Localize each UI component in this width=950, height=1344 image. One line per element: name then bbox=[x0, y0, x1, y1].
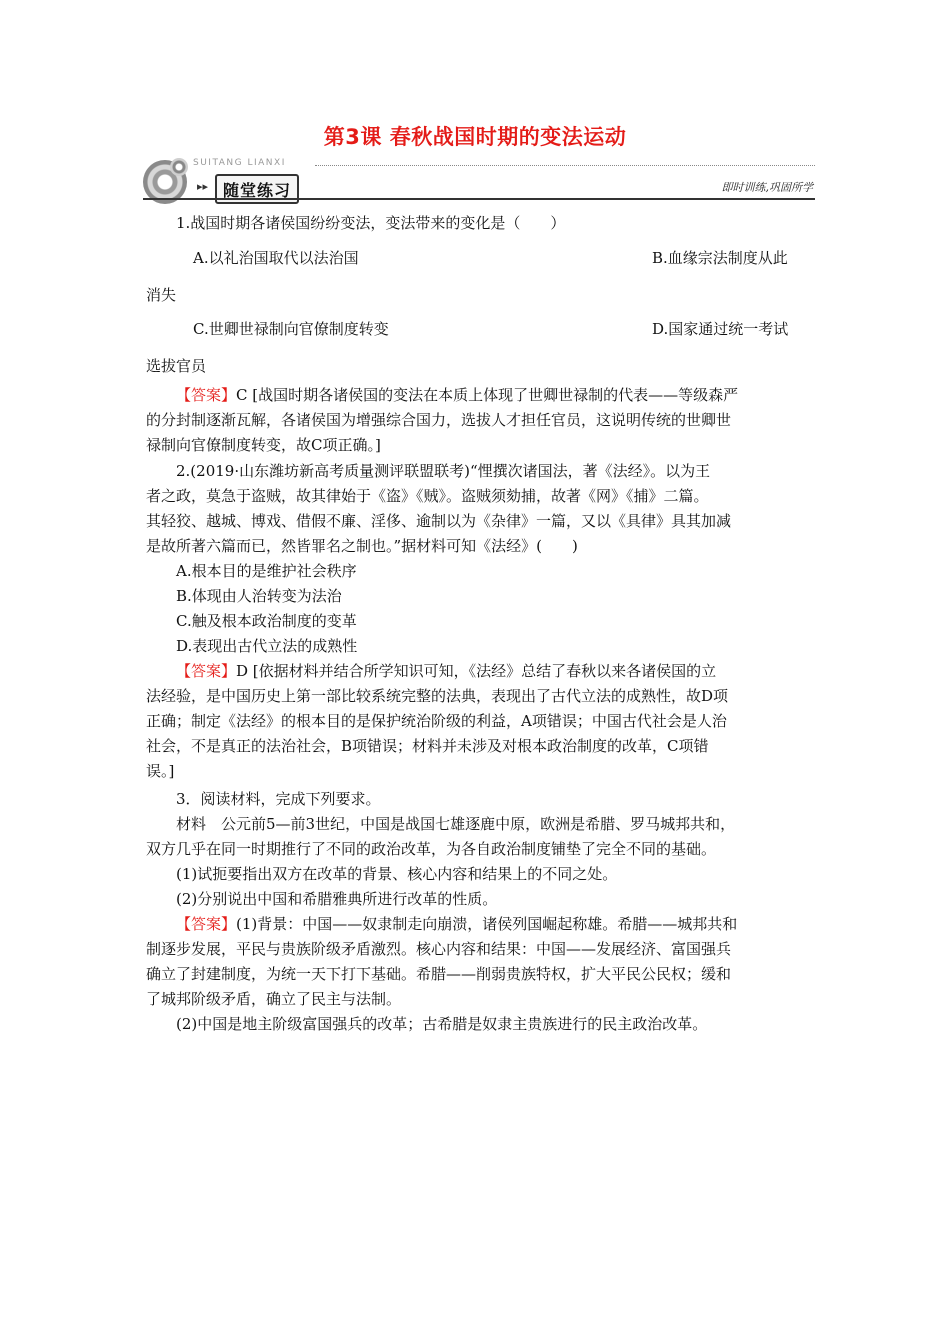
answer-tag: 【答案】 bbox=[176, 662, 237, 680]
q2-answer-line4: 社会，不是真正的法治社会，B项错误；材料并未涉及对根本政治制度的改革，C项错 bbox=[146, 737, 709, 755]
q1-answer-line3: 禄制向官僚制度转变，故C项正确。] bbox=[146, 436, 381, 454]
banner-arrows-icon: ▸▸ bbox=[197, 180, 209, 193]
q2-option-c: C.触及根本政治制度的变革 bbox=[176, 612, 357, 630]
q2-answer-line5: 误。] bbox=[146, 762, 175, 780]
q3-answer-line4: 了城邦阶级矛盾，确立了民主与法制。 bbox=[146, 990, 402, 1008]
answer-tag: 【答案】 bbox=[176, 915, 237, 933]
section-banner bbox=[143, 154, 815, 206]
banner-pinyin: SUITANG LIANXI bbox=[193, 158, 286, 168]
page-title: 第3课 春秋战国时期的变法运动 bbox=[323, 125, 627, 149]
q2-stem-line1: 2.(2019·山东潍坊新高考质量测评联盟联考)“悝撰次诸国法，著《法经》。以为王 bbox=[176, 462, 711, 480]
q2-answer-line1: D [依据材料并结合所学知识可知，《法经》总结了春秋以来各诸侯国的立 bbox=[236, 662, 717, 680]
q3-stem: 3．阅读材料，完成下列要求。 bbox=[176, 790, 381, 808]
banner-slogan: 即时训练,巩固所学 bbox=[721, 181, 813, 194]
q3-requirement-2: (2)分别说出中国和希腊雅典所进行改革的性质。 bbox=[176, 890, 498, 908]
q1-option-a: A.以礼治国取代以法治国 bbox=[193, 249, 359, 267]
banner-rule bbox=[143, 198, 815, 200]
q2-answer-line3: 正确；制定《法经》的根本目的是保护统治阶级的利益，A项错误；中国古代社会是人治 bbox=[146, 712, 727, 730]
q2-option-a: A.根本目的是维护社会秩序 bbox=[176, 562, 357, 580]
q2-answer-line2: 法经验，是中国历史上第一部比较系统完整的法典，表现出了古代立法的成熟性，故D项 bbox=[146, 687, 729, 705]
banner-dotted-line bbox=[315, 165, 815, 166]
q3-answer bbox=[176, 913, 737, 934]
q1-option-c: C.世卿世禄制向官僚制度转变 bbox=[193, 320, 389, 338]
q3-answer-line5: (2)中国是地主阶级富国强兵的改革；古希腊是奴隶主贵族进行的民主政治改革。 bbox=[176, 1015, 708, 1033]
q2-stem-line3: 其轻狡、越城、博戏、借假不廉、淫侈、逾制以为《杂律》一篇，又以《具律》具其加减 bbox=[146, 512, 732, 530]
q2-answer bbox=[176, 660, 716, 681]
q1-option-b: B.血缘宗法制度从此 bbox=[652, 249, 788, 267]
answer-tag: 【答案】 bbox=[176, 386, 237, 404]
banner-label: 随堂练习 bbox=[215, 174, 299, 204]
q3-answer-line3: 确立了封建制度，为统一天下打下基础。希腊——削弱贵族特权，扩大平民公民权；缓和 bbox=[146, 965, 732, 983]
q2-option-b: B.体现由人治转变为法治 bbox=[176, 587, 342, 605]
q2-option-d: D.表现出古代立法的成熟性 bbox=[176, 637, 358, 655]
q1-answer-line2: 的分封制逐渐瓦解，各诸侯国为增强综合国力，选拔人才担任官员，这说明传统的世卿世 bbox=[146, 411, 732, 429]
q1-option-d-cont: 选拔官员 bbox=[146, 357, 207, 375]
q3-material-line2: 双方几乎在同一时期推行了不同的政治改革，为各自政治制度铺垫了完全不同的基础。 bbox=[146, 840, 717, 858]
q3-answer-line1: (1)背景：中国——奴隶制走向崩溃，诸侯列国崛起称雄。希腊——城邦共和 bbox=[236, 915, 738, 933]
q2-stem-line4: 是故所著六篇而已，然皆罪名之制也。”据材料可知《法经》( ) bbox=[146, 537, 578, 555]
q3-requirement-1: (1)试扼要指出双方在改革的背景、核心内容和结果上的不同之处。 bbox=[176, 865, 618, 883]
q3-answer-line2: 制逐步发展，平民与贵族阶级矛盾激烈。核心内容和结果：中国——发展经济、富国强兵 bbox=[146, 940, 732, 958]
q2-stem-line2: 者之政，莫急于盗贼，故其律始于《盗》《贼》。盗贼须劾捕，故著《网》《捕》二篇。 bbox=[146, 487, 709, 505]
q1-option-b-cont: 消失 bbox=[146, 286, 177, 304]
q3-material-line1: 材料 公元前5—前3世纪，中国是战国七雄逐鹿中原，欧洲是希腊、罗马城邦共和， bbox=[176, 815, 736, 833]
q1-stem: 1.战国时期各诸侯国纷纷变法，变法带来的变化是（ ） bbox=[176, 214, 566, 232]
q1-answer-line1: C [战国时期各诸侯国的变法在本质上体现了世卿世禄制的代表——等级森严 bbox=[236, 386, 739, 404]
small-gear-icon bbox=[170, 158, 188, 176]
q1-option-d: D.国家通过统一考试 bbox=[652, 320, 789, 338]
q1-answer bbox=[176, 384, 738, 405]
